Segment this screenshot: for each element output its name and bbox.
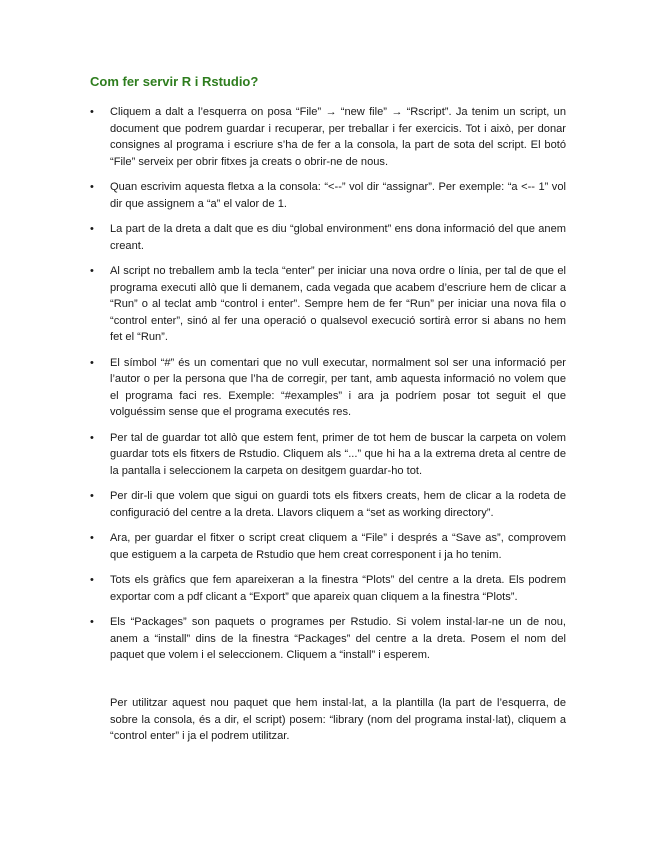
- bullet-icon: •: [90, 265, 94, 277]
- list-item-text: Cliquem a dalt a l’esquerra on posa “File” → “new file” → “Rscript”. Ja tenim un script, un document que podrem guardar i recuperar, per treballar i fer exercicis. Tot i això, per donar consignes al programa i escriure s’ha de fer a la consola, la part de sota del script. El botó “File” serveix per obrir fitxes ja creats o obrir-ne de nous.: [110, 106, 566, 168]
- list-item-text: La part de la dreta a dalt que es diu “global environment” ens dona informació del que anem creant.: [110, 223, 566, 252]
- list-item: [90, 572, 566, 605]
- list-item: [90, 530, 566, 563]
- list-item-text: Per tal de guardar tot allò que estem fent, primer de tot hem de buscar la carpeta on volem guardar tots els fitxers de Rstudio. Cliquem als “...” que hi ha a la extrema dreta al centre de la pantalla i seleccionem la carpeta on desitgem guardar-ho tot.: [110, 431, 566, 477]
- list-item-text: Quan escrivim aquesta fletxa a la consola: “<--” vol dir “assignar”. Per exemple: “a <-- 1” vol dir que assignem a “a” el valor de 1.: [110, 181, 566, 210]
- bullet-icon: •: [90, 616, 94, 628]
- bullet-icon: •: [90, 574, 94, 586]
- bullet-icon: •: [90, 223, 94, 235]
- list-item: [90, 179, 566, 212]
- list-item-text: El símbol “#” és un comentari que no vull executar, normalment sol ser una informació per l’autor o per la persona que l’ha de corregir, per tant, amb aquesta informació no volem que el programa faci res. Exemple: “#examples” i ara ja podríem posar tot seguit el que volguéssim sense que el programa executés res.: [110, 356, 566, 418]
- list-item: [90, 614, 566, 664]
- list-item: [90, 355, 566, 421]
- bullet-icon: •: [90, 532, 94, 544]
- list-item: [90, 104, 566, 170]
- bullet-icon: •: [90, 490, 94, 502]
- instruction-list: [90, 104, 566, 673]
- page-title: Com fer servir R i Rstudio?: [90, 74, 259, 89]
- list-item-text: Els “Packages” son paquets o programes per Rstudio. Si volem instal·lar-ne un de nou, anem a “install” dins de la finestra “Packages” del centre a la dreta. Posem el nom del paquet que volem i el seleccionem. Cliquem a “install” i esperem.: [110, 616, 566, 661]
- bullet-icon: •: [90, 356, 94, 369]
- bullet-icon: •: [90, 431, 94, 444]
- bullet-icon: •: [90, 106, 94, 118]
- list-item-text: Ara, per guardar el fitxer o script creat cliquem a “File” i després a “Save as”, comprovem que estiguem a la carpeta de Rstudio que hem creat corresponent i ja ho tenim.: [110, 532, 566, 561]
- list-item: [90, 263, 566, 346]
- list-item: [90, 221, 566, 254]
- list-item-text: Per dir-li que volem que sigui on guardi tots els fitxers creats, hem de clicar a la rodeta de configuració del centre a la dreta. Llavors cliquem a “set as working directory”.: [110, 490, 566, 519]
- bullet-icon: •: [90, 181, 94, 193]
- list-item: [90, 430, 566, 480]
- package-usage-note: Per utilitzar aquest nou paquet que hem instal·lat, a la plantilla (la part de l’esquerra, de sobre la consola, és a dir, el script) posem: “library (nom del programa instal·lat), cliquem a “control enter” i ja el podrem utilitzar.: [110, 697, 566, 742]
- list-item: [90, 488, 566, 521]
- list-item-text: Al script no treballem amb la tecla “enter” per iniciar una nova ordre o línia, per tal de que el programa executi allò que li demanem, cada vegada que acabem d’escriure hem de clicar a “Run” o al teclat amb “control i enter”. Sempre hem de fer “Run” per iniciar una nova fila o “control enter”, sinó al fer una operació o qualsevol execució sortirà error si abans no hem fet el “Run”.: [110, 265, 566, 343]
- list-item-text: Tots els gràfics que fem apareixeran a la finestra “Plots” del centre a la dreta. Els podrem exportar com a pdf clicant a “Export” que apareix quan cliquem a la finestra “Plots”.: [110, 574, 566, 603]
